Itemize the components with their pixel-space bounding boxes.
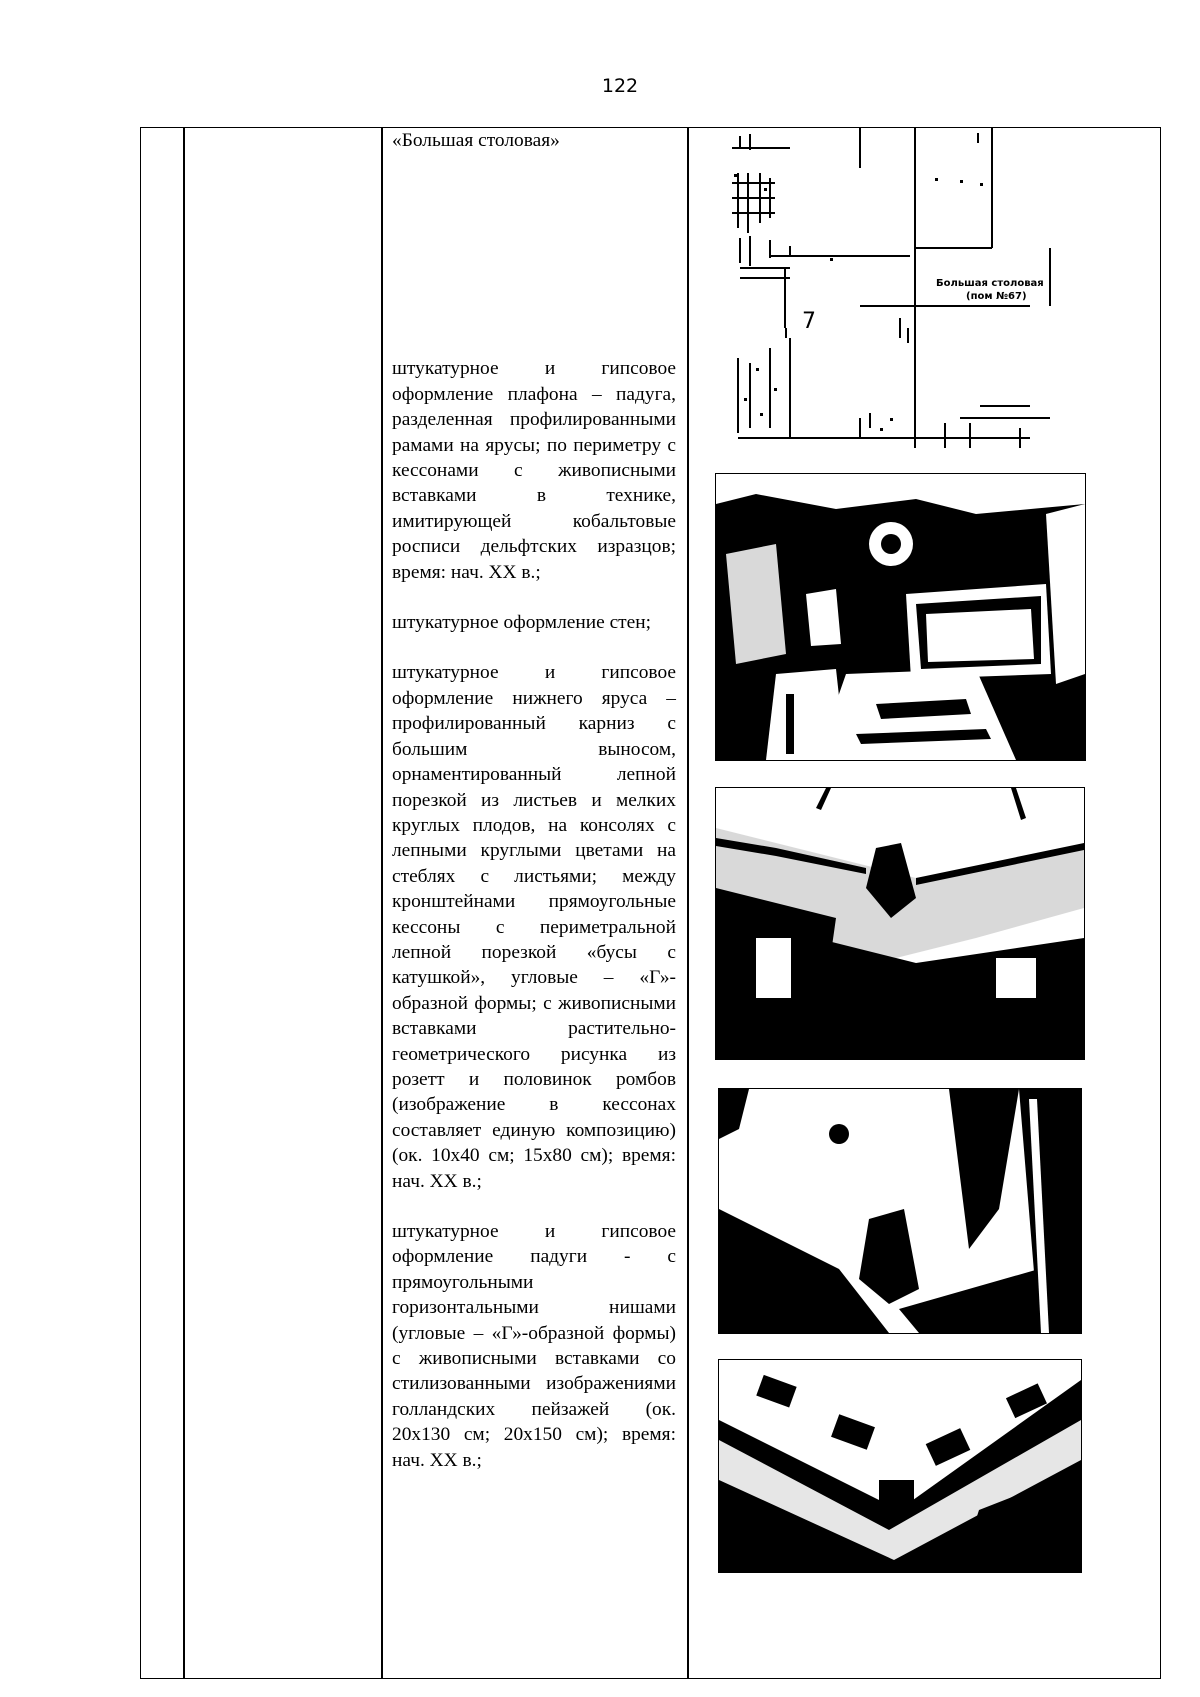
floor-plan-room-number: (пом №67) [966,291,1027,302]
room-title: «Большая столовая» [392,130,560,151]
ceiling-photo-icon [715,787,1085,1060]
paragraph-plafond: штукатурное и гипсовое оформление плафона – падуга, разделенная профилированными рамами на ярусы; по периметру с кессонами с живописными вставками в технике, имитирующей кобальтовые росписи дельфтских изразцов; время: нач. XX в.; [392,358,676,583]
page-number: 122 [601,75,639,97]
column-divider-3 [687,127,689,1679]
floor-plan-drawing [730,128,1070,448]
interior-photo-icon [715,473,1086,761]
paragraph-cove: штукатурное и гипсовое оформление падуги - с прямоугольными горизонтальными нишами (угловые – «Г»-образной формы) с живописными вставками со стилизованными изображениями голландских пейзажей (ок. 20х130 см; 20х150 см); время: нач. XX в.; [392,1221,676,1471]
ceiling-chandelier-photo-icon [718,1088,1082,1334]
paragraph-walls: штукатурное оформление стен; [392,612,652,634]
floor-plan [730,128,1070,448]
description-column [392,128,676,1473]
paragraph-lower-tier: штукатурное и гипсовое оформление нижнего яруса – профилированный карниз с большим выносом, орнаментированный лепной порезкой из листьев и мелких круглых плодов, на консолях с лепными круглыми цветами на стеблях с листьями; между кронштейнами прямоугольные кессоны с периметральной лепной порезкой «бусы с катушкой», угловые – «Г»-образной формы; с живописными вставками растительно-геометрического рисунка из розетт и половинок ромбов (изображение в кессонах составляет единую композицию) (ок. 10х40 см; 15х80 см); время: нач. XX в.; [392,662,676,1192]
column-divider-2 [381,127,383,1679]
ceiling-coffers-photo-icon [718,1359,1082,1573]
floor-plan-marker: 7 [802,309,816,334]
floor-plan-label: Большая столовая [936,278,1044,289]
column-divider-1 [183,127,185,1679]
